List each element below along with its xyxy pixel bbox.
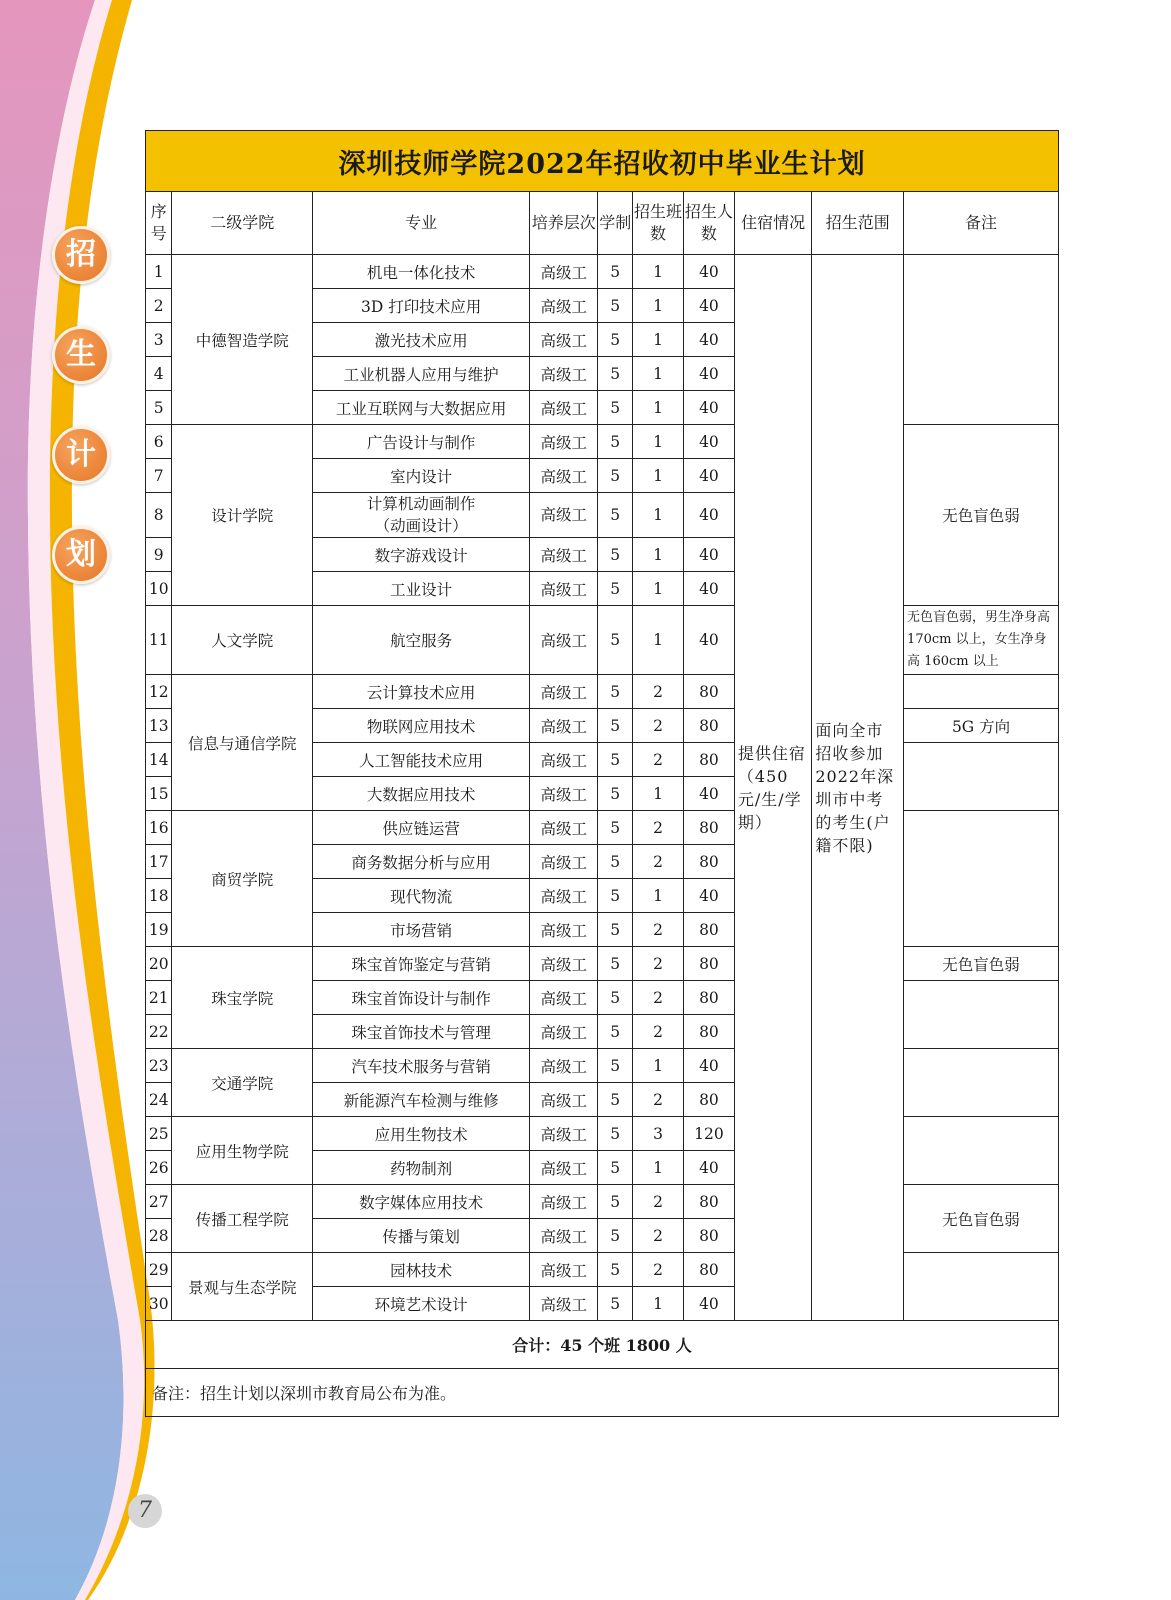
years-cell: 5 [598, 675, 633, 709]
level-cell: 高级工 [530, 879, 598, 913]
seq-cell: 4 [146, 357, 172, 391]
students-cell: 80 [683, 709, 734, 743]
students-cell: 80 [683, 981, 734, 1015]
remark-cell: 无色盲色弱，男生净身高 170cm 以上，女生净身高 160cm 以上 [904, 606, 1059, 675]
major-cell: 现代物流 [313, 879, 530, 913]
years-cell: 5 [598, 1185, 633, 1219]
seq-cell: 3 [146, 323, 172, 357]
table-row [146, 1253, 1059, 1287]
years-cell: 5 [598, 572, 633, 606]
years-cell: 5 [598, 1253, 633, 1287]
major-cell: 新能源汽车检测与维修 [313, 1083, 530, 1117]
header-level: 培养层次 [530, 192, 598, 255]
seq-cell: 17 [146, 845, 172, 879]
students-cell: 80 [683, 1185, 734, 1219]
years-cell: 5 [598, 981, 633, 1015]
seq-cell: 6 [146, 425, 172, 459]
years-cell: 5 [598, 606, 633, 675]
table-body [146, 255, 1059, 1321]
years-cell: 5 [598, 845, 633, 879]
level-cell: 高级工 [530, 709, 598, 743]
years-cell: 5 [598, 538, 633, 572]
years-cell: 5 [598, 493, 633, 538]
students-cell: 40 [683, 255, 734, 289]
remark-cell: 无色盲色弱 [904, 1185, 1059, 1253]
remark-cell [904, 1117, 1059, 1185]
years-cell: 5 [598, 1287, 633, 1321]
years-cell: 5 [598, 1049, 633, 1083]
level-cell: 高级工 [530, 913, 598, 947]
level-cell: 高级工 [530, 493, 598, 538]
major-cell: 数字媒体应用技术 [313, 1185, 530, 1219]
years-cell: 5 [598, 1151, 633, 1185]
classes-cell: 1 [633, 289, 684, 323]
housing-cell: 提供住宿（450元/生/学期） [734, 255, 811, 1321]
table-row [146, 811, 1059, 845]
classes-cell: 1 [633, 777, 684, 811]
seq-cell: 26 [146, 1151, 172, 1185]
level-cell: 高级工 [530, 1185, 598, 1219]
years-cell: 5 [598, 879, 633, 913]
major-cell: 激光技术应用 [313, 323, 530, 357]
table-row [146, 1185, 1059, 1219]
years-cell: 5 [598, 913, 633, 947]
remark-cell [904, 811, 1059, 947]
seq-cell: 16 [146, 811, 172, 845]
students-cell: 40 [683, 879, 734, 913]
page-number: 7 [128, 1494, 162, 1528]
seq-cell: 15 [146, 777, 172, 811]
students-cell: 40 [683, 425, 734, 459]
classes-cell: 1 [633, 879, 684, 913]
seq-cell: 27 [146, 1185, 172, 1219]
remark-cell [904, 1253, 1059, 1321]
students-cell: 80 [683, 675, 734, 709]
students-cell: 40 [683, 459, 734, 493]
header-housing: 住宿情况 [734, 192, 811, 255]
seq-cell: 22 [146, 1015, 172, 1049]
students-cell: 40 [683, 777, 734, 811]
students-cell: 40 [683, 1287, 734, 1321]
seq-cell: 29 [146, 1253, 172, 1287]
level-cell: 高级工 [530, 981, 598, 1015]
seq-cell: 11 [146, 606, 172, 675]
classes-cell: 1 [633, 391, 684, 425]
students-cell: 80 [683, 1253, 734, 1287]
major-cell: 汽车技术服务与营销 [313, 1049, 530, 1083]
major-cell: 应用生物技术 [313, 1117, 530, 1151]
table-row [146, 425, 1059, 459]
classes-cell: 2 [633, 743, 684, 777]
header-classes: 招生班数 [633, 192, 684, 255]
level-cell: 高级工 [530, 845, 598, 879]
major-cell: 云计算技术应用 [313, 675, 530, 709]
header-years: 学制 [598, 192, 633, 255]
level-cell: 高级工 [530, 947, 598, 981]
classes-cell: 2 [633, 1015, 684, 1049]
years-cell: 5 [598, 255, 633, 289]
level-cell: 高级工 [530, 811, 598, 845]
years-cell: 5 [598, 425, 633, 459]
classes-cell: 1 [633, 538, 684, 572]
table-row [146, 1117, 1059, 1151]
college-cell: 中德智造学院 [172, 255, 313, 425]
major-name: 计算机动画制作 [366, 495, 476, 513]
seq-cell: 7 [146, 459, 172, 493]
major-cell: 3D 打印技术应用 [313, 289, 530, 323]
college-cell: 传播工程学院 [172, 1185, 313, 1253]
students-cell: 40 [683, 289, 734, 323]
level-cell: 高级工 [530, 1083, 598, 1117]
level-cell: 高级工 [530, 323, 598, 357]
classes-cell: 2 [633, 845, 684, 879]
scope-cell: 面向全市招收参加2022年深圳市中考的考生(户籍不限) [812, 255, 904, 1321]
seq-cell: 8 [146, 493, 172, 538]
years-cell: 5 [598, 289, 633, 323]
header-seq: 序号 [146, 192, 172, 255]
college-cell: 珠宝学院 [172, 947, 313, 1049]
seq-cell: 10 [146, 572, 172, 606]
enrollment-plan-table [145, 130, 1059, 1417]
years-cell: 5 [598, 947, 633, 981]
classes-cell: 1 [633, 493, 684, 538]
total-row: 合计：45 个班 1800 人 [146, 1321, 1059, 1369]
level-cell: 高级工 [530, 357, 598, 391]
header-row [146, 192, 1059, 255]
classes-cell: 2 [633, 1185, 684, 1219]
major-cell: 机电一体化技术 [313, 255, 530, 289]
seq-cell: 21 [146, 981, 172, 1015]
students-cell: 120 [683, 1117, 734, 1151]
major-cell: 珠宝首饰技术与管理 [313, 1015, 530, 1049]
students-cell: 40 [683, 1049, 734, 1083]
years-cell: 5 [598, 1219, 633, 1253]
years-cell: 5 [598, 811, 633, 845]
major-cell: 药物制剂 [313, 1151, 530, 1185]
students-cell: 80 [683, 1015, 734, 1049]
seq-cell: 12 [146, 675, 172, 709]
major-cell: 珠宝首饰鉴定与营销 [313, 947, 530, 981]
footnote: 备注：招生计划以深圳市教育局公布为准。 [146, 1369, 1059, 1417]
banner-char-1: 招 [52, 226, 110, 284]
students-cell: 40 [683, 538, 734, 572]
major-cell: 大数据应用技术 [313, 777, 530, 811]
seq-cell: 1 [146, 255, 172, 289]
level-cell: 高级工 [530, 1287, 598, 1321]
classes-cell: 1 [633, 1287, 684, 1321]
header-major: 专业 [313, 192, 530, 255]
level-cell: 高级工 [530, 289, 598, 323]
seq-cell: 14 [146, 743, 172, 777]
major-cell: 市场营销 [313, 913, 530, 947]
college-cell: 人文学院 [172, 606, 313, 675]
seq-cell: 5 [146, 391, 172, 425]
years-cell: 5 [598, 777, 633, 811]
level-cell: 高级工 [530, 459, 598, 493]
students-cell: 80 [683, 811, 734, 845]
classes-cell: 2 [633, 947, 684, 981]
table-row [146, 255, 1059, 289]
classes-cell: 1 [633, 459, 684, 493]
years-cell: 5 [598, 1083, 633, 1117]
students-cell: 80 [683, 743, 734, 777]
seq-cell: 13 [146, 709, 172, 743]
college-cell: 景观与生态学院 [172, 1253, 313, 1321]
college-cell: 设计学院 [172, 425, 313, 606]
years-cell: 5 [598, 1015, 633, 1049]
banner-char-4: 划 [52, 526, 110, 584]
students-cell: 40 [683, 323, 734, 357]
seq-cell: 20 [146, 947, 172, 981]
level-cell: 高级工 [530, 743, 598, 777]
seq-cell: 9 [146, 538, 172, 572]
major-cell: 园林技术 [313, 1253, 530, 1287]
level-cell: 高级工 [530, 391, 598, 425]
years-cell: 5 [598, 391, 633, 425]
classes-cell: 2 [633, 1253, 684, 1287]
level-cell: 高级工 [530, 1117, 598, 1151]
remark-cell: 5G 方向 [904, 709, 1059, 743]
major-cell: 数字游戏设计 [313, 538, 530, 572]
students-cell: 80 [683, 947, 734, 981]
students-cell: 80 [683, 845, 734, 879]
students-cell: 80 [683, 1219, 734, 1253]
years-cell: 5 [598, 709, 633, 743]
seq-cell: 23 [146, 1049, 172, 1083]
table-row [146, 606, 1059, 675]
seq-cell: 30 [146, 1287, 172, 1321]
remark-cell [904, 255, 1059, 425]
major-cell: 供应链运营 [313, 811, 530, 845]
major-cell: 环境艺术设计 [313, 1287, 530, 1321]
classes-cell: 2 [633, 1219, 684, 1253]
classes-cell: 1 [633, 1049, 684, 1083]
college-cell: 交通学院 [172, 1049, 313, 1117]
years-cell: 5 [598, 323, 633, 357]
students-cell: 40 [683, 606, 734, 675]
students-cell: 80 [683, 1083, 734, 1117]
major-subtitle: （动画设计） [374, 517, 468, 535]
major-cell: 人工智能技术应用 [313, 743, 530, 777]
table-row [146, 947, 1059, 981]
major-cell: 工业机器人应用与维护 [313, 357, 530, 391]
major-cell: 工业设计 [313, 572, 530, 606]
years-cell: 5 [598, 1117, 633, 1151]
students-cell: 40 [683, 391, 734, 425]
major-cell [313, 493, 530, 538]
major-cell: 物联网应用技术 [313, 709, 530, 743]
students-cell: 40 [683, 493, 734, 538]
banner-char-2: 生 [52, 326, 110, 384]
major-cell: 珠宝首饰设计与制作 [313, 981, 530, 1015]
remark-cell: 无色盲色弱 [904, 425, 1059, 606]
level-cell: 高级工 [530, 1219, 598, 1253]
seq-cell: 25 [146, 1117, 172, 1151]
table-row [146, 675, 1059, 709]
major-cell: 航空服务 [313, 606, 530, 675]
level-cell: 高级工 [530, 425, 598, 459]
college-cell: 信息与通信学院 [172, 675, 313, 811]
classes-cell: 2 [633, 709, 684, 743]
years-cell: 5 [598, 743, 633, 777]
classes-cell: 2 [633, 675, 684, 709]
level-cell: 高级工 [530, 1015, 598, 1049]
major-cell: 工业互联网与大数据应用 [313, 391, 530, 425]
classes-cell: 1 [633, 323, 684, 357]
years-cell: 5 [598, 357, 633, 391]
major-cell: 室内设计 [313, 459, 530, 493]
remark-cell [904, 1049, 1059, 1117]
level-cell: 高级工 [530, 1151, 598, 1185]
header-scope: 招生范围 [812, 192, 904, 255]
seq-cell: 19 [146, 913, 172, 947]
level-cell: 高级工 [530, 538, 598, 572]
classes-cell: 1 [633, 425, 684, 459]
classes-cell: 1 [633, 572, 684, 606]
classes-cell: 1 [633, 606, 684, 675]
students-cell: 40 [683, 572, 734, 606]
remark-cell [904, 675, 1059, 709]
seq-cell: 28 [146, 1219, 172, 1253]
level-cell: 高级工 [530, 572, 598, 606]
classes-cell: 2 [633, 981, 684, 1015]
classes-cell: 1 [633, 255, 684, 289]
classes-cell: 2 [633, 1083, 684, 1117]
remark-cell: 无色盲色弱 [904, 947, 1059, 981]
students-cell: 80 [683, 913, 734, 947]
students-cell: 40 [683, 1151, 734, 1185]
remark-cell [904, 981, 1059, 1049]
level-cell: 高级工 [530, 606, 598, 675]
students-cell: 40 [683, 357, 734, 391]
classes-cell: 1 [633, 1151, 684, 1185]
remark-cell [904, 743, 1059, 811]
level-cell: 高级工 [530, 1253, 598, 1287]
college-cell: 应用生物学院 [172, 1117, 313, 1185]
banner-char-3: 计 [52, 426, 110, 484]
classes-cell: 3 [633, 1117, 684, 1151]
major-cell: 传播与策划 [313, 1219, 530, 1253]
level-cell: 高级工 [530, 1049, 598, 1083]
classes-cell: 1 [633, 357, 684, 391]
seq-cell: 24 [146, 1083, 172, 1117]
level-cell: 高级工 [530, 675, 598, 709]
table-row [146, 1049, 1059, 1083]
seq-cell: 2 [146, 289, 172, 323]
table-title: 深圳技师学院2022年招收初中毕业生计划 [146, 131, 1059, 192]
level-cell: 高级工 [530, 255, 598, 289]
classes-cell: 2 [633, 811, 684, 845]
header-students: 招生人数 [683, 192, 734, 255]
level-cell: 高级工 [530, 777, 598, 811]
years-cell: 5 [598, 459, 633, 493]
major-cell: 广告设计与制作 [313, 425, 530, 459]
major-cell: 商务数据分析与应用 [313, 845, 530, 879]
college-cell: 商贸学院 [172, 811, 313, 947]
seq-cell: 18 [146, 879, 172, 913]
classes-cell: 2 [633, 913, 684, 947]
header-remarks: 备注 [904, 192, 1059, 255]
header-college: 二级学院 [172, 192, 313, 255]
